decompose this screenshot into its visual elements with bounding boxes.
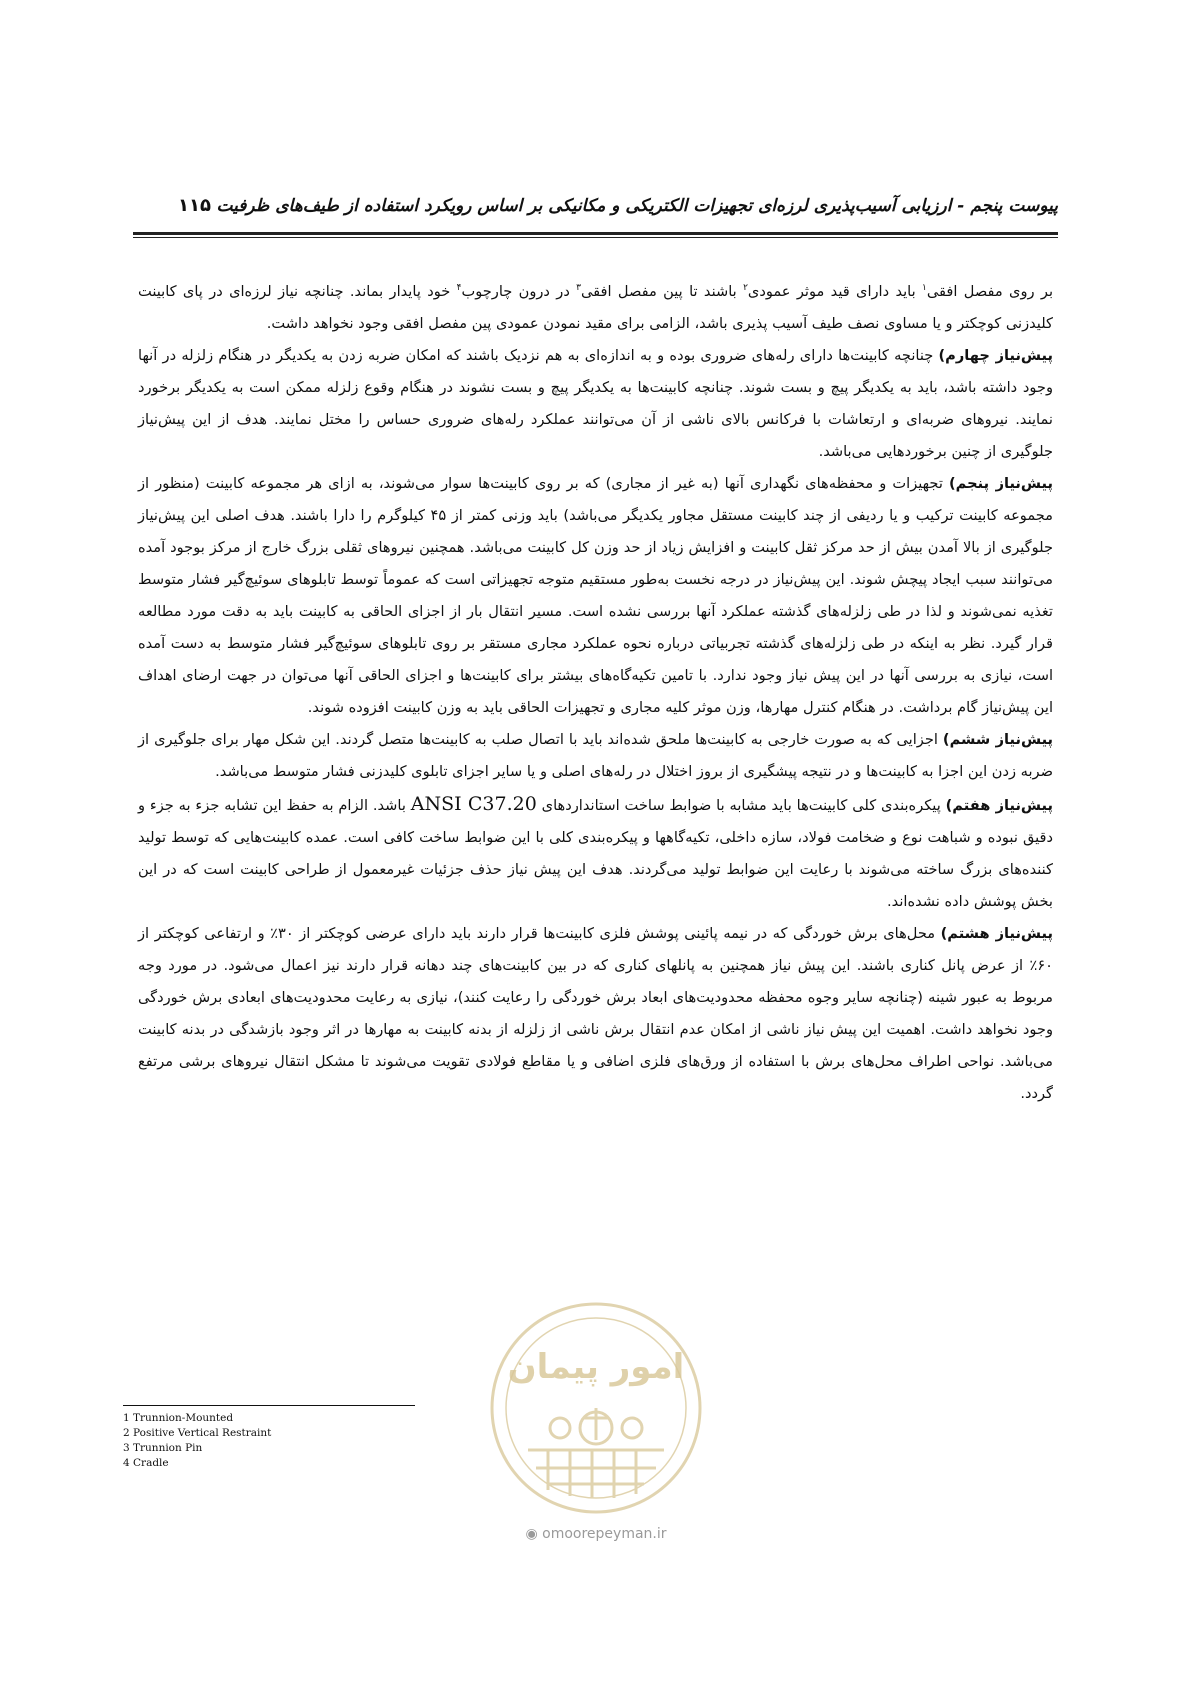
prereq-6-title: پیش‌نیاز ششم) <box>942 731 1054 748</box>
standard-reference: ANSI C37.20 <box>410 793 537 815</box>
prereq-8-text: محل‌های برش خوردگی که در نیمه پائینی پوشش فلزی کابینت‌ها قرار دارند باید دارای عرضی کوچکتر از ۳۰٪ و ارتفاعی کوچکتر از ۶۰٪ از عرض پانل کناری باشند. این پیش نیاز همچنین به پانلهای کناری که در بین کابینت‌های چند دهانه قرار دارند نیز اعمال می‌شود. در مورد وجه مربوط به عبور شینه (چنانچه سایر وجوه محفظه محدودیت‌های ابعاد برش خوردگی را رعایت کنند)، نیازی به رعایت محدودیت‌های ابعادی برش خوردگی وجود نخواهد داشت. اهمیت این پیش نیاز ناشی از امکان عدم انتقال برش ناشی از زلزله از بدنه کابینت به مهارها در اثر وجود بازشدگی در بدنه کابینت می‌باشد. نواحی اطراف محل‌های برش با استفاده از ورق‌های فلزی اضافی و یا مقاطع فولادی تقویت می‌شوند تا مشکل انتقال نیروهای برشی مرتفع گردد. <box>138 925 1053 1102</box>
intro-text-4: در درون چارچوب <box>461 283 577 300</box>
paragraph-prereq-7 <box>138 788 1053 918</box>
footnote-ref-3: ۳ <box>576 283 581 294</box>
footnote-separator <box>123 1405 415 1406</box>
prereq-8-title: پیش‌نیاز هشتم) <box>940 925 1053 942</box>
paragraph-prereq-5 <box>138 468 1053 724</box>
paragraph-prereq-8 <box>138 918 1053 1110</box>
footnote-2: 2 Positive Vertical Restraint <box>123 1427 272 1439</box>
paragraph-prereq-4 <box>138 340 1053 468</box>
watermark-url: ◉ omoorepeyman.ir <box>525 1526 667 1542</box>
intro-text-2: باید دارای قید موثر عمودی <box>747 283 923 300</box>
intro-text-3: باشند تا پین مفصل افقی <box>581 283 744 300</box>
watermark-logo-text: امور پیمان <box>507 1347 685 1387</box>
prereq-7-title: پیش‌نیاز هفتم) <box>945 797 1053 814</box>
page-number: ۱۱۵ <box>178 195 211 216</box>
running-header <box>133 196 1058 226</box>
header-rule-thin <box>133 237 1058 238</box>
prereq-4-text: چنانچه کابینت‌ها دارای رله‌های ضروری بوده و به اندازه‌ای به هم نزدیک باشند که امکان ضربه زدن به یکدیگر در هنگام زلزله در آنها وجود داشته باشد، باید به یکدیگر پیچ و بست شوند. چنانچه کابینت‌ها به یکدیگر پیچ و بست نشوند در هنگام وقوع زلزله ممکن است به یکدیگر برخورد نمایند. نیروهای ضربه‌ای و ارتعاشات با فرکانس بالای ناشی از آن می‌توانند عملکرد رله‌های ضروری حساس را مختل نمایند. هدف از این پیش‌نیاز جلوگیری از چنین برخوردهایی می‌باشد. <box>138 347 1053 460</box>
footnotes <box>123 1411 271 1471</box>
footnote-ref-4: ۴ <box>456 283 462 294</box>
watermark-url-text: omoorepeyman.ir <box>542 1526 667 1542</box>
body-text <box>138 276 1053 1110</box>
prereq-4-title: پیش‌نیاز چهارم) <box>938 347 1053 364</box>
prereq-5-text: تجهیزات و محفظه‌های نگهداری آنها (به غیر از مجاری) که بر روی کابینت‌ها سوار می‌شوند، به ازای هر مجموعه کابینت (منظور از مجموعه کابینت ترکیب و یا ردیفی از چند کابینت مستقل مجاور یکدیگر می‌باشد) باید وزنی کمتر از ۴۵ کیلوگرم را دارا باشند. هدف اصلی این پیش‌نیاز جلوگیری از بالا آمدن بیش از حد مرکز ثقل کابینت و افزایش زیاد از حد وزن کل کابینت می‌باشد. همچنین نیروهای ثقلی بزرگ خارج از مرکز بوجود آمده می‌توانند سبب ایجاد پیچش شوند. این پیش‌نیاز در درجه نخست به‌طور مستقیم متوجه تجهیزاتی است که عموماً توسط تابلوهای سوئیچ‌گیر فشار متوسط تغذیه نمی‌شوند و لذا در طی زلزله‌های گذشته عملکرد آنها بررسی نشده است. مسیر انتقال بار از اجزای الحاقی به کابینت باید به دقت مورد مطالعه قرار گیرد. نظر به اینکه در طی زلزله‌های گذشته تجربیاتی درباره نحوه عملکرد مجاری مستقر بر روی تابلوهای سوئیچ‌گیر فشار متوسط به دست آمده است، نیازی به بررسی آنها در این پیش نیاز وجود ندارد. با تامین تکیه‌گاه‌های بیشتر برای کابینت‌ها و اجزای الحاقی آنها می‌توان در جهت ارضای اهداف این پیش‌نیاز گام برداشت. در هنگام کنترل مهارها، وزن موثر کلیه مجاری و تجهیزات الحاقی باید به وزن کابینت افزوده شوند. <box>138 475 1053 716</box>
prereq-6-text: اجزایی که به صورت خارجی به کابینت‌ها ملحق شده‌اند باید با اتصال صلب به کابینت‌ها متصل گردند. این شکل مهار برای جلوگیری از ضربه زدن این اجزا به کابینت‌ها و در نتیجه پیشگیری از بروز اختلال در رله‌های اصلی و یا سایر اجزای تابلوی کلیدزنی فشار متوسط می‌باشد. <box>138 731 1053 780</box>
prereq-7-text-a: پیکره‌بندی کلی کابینت‌ها باید مشابه با ضوابط ساخت استانداردهای <box>536 797 946 814</box>
footnote-3: 3 Trunnion Pin <box>123 1442 203 1454</box>
paragraph-intro <box>138 276 1053 340</box>
paragraph-prereq-6 <box>138 724 1053 788</box>
prereq-7-text-b: باشد. الزام به حفظ این تشابه جزء به جزء و دقیق نبوده و شباهت نوع و ضخامت فولاد، سازه داخلی، تکیه‌گاهها و پیکره‌بندی کلی با این ضوابط ساخت کافی است. عمده کابینت‌هایی که توسط تولید کننده‌های بزرگ ساخته می‌شوند با رعایت این ضوابط تولید می‌گردند. هدف این پیش نیاز حذف جزئیات غیرمعمول از طراحی کابینت است که در این بخش پوشش داده نشده‌اند. <box>138 797 1053 910</box>
intro-text-1: بر روی مفصل افقی <box>926 283 1054 300</box>
watermark-logo <box>488 1300 704 1516</box>
footnote-4: 4 Cradle <box>123 1457 169 1469</box>
prereq-5-title: پیش‌نیاز پنجم) <box>948 475 1053 492</box>
footnote-ref-2: ۲ <box>743 283 748 294</box>
footnote-ref-1: ۱ <box>922 283 927 294</box>
header-rule-thick <box>133 232 1058 235</box>
footnote-1: 1 Trunnion-Mounted <box>123 1412 234 1424</box>
header-title: پیوست پنجم - ارزیابی آسیب‌پذیری لرزه‌ای تجهیزات الکتریکی و مکانیکی بر اساس رویکرد استفاده از طیف‌های ظرفیت <box>216 196 1058 216</box>
intro-text-5: خود پایدار بماند. چنانچه نیاز لرزه‌ای در پای کابینت کلیدزنی کوچکتر و یا مساوی نصف طیف آسیب پذیری باشد، الزامی برای مقید نمودن عمودی پین مفصل افقی وجود نخواهد داشت. <box>138 283 1053 332</box>
